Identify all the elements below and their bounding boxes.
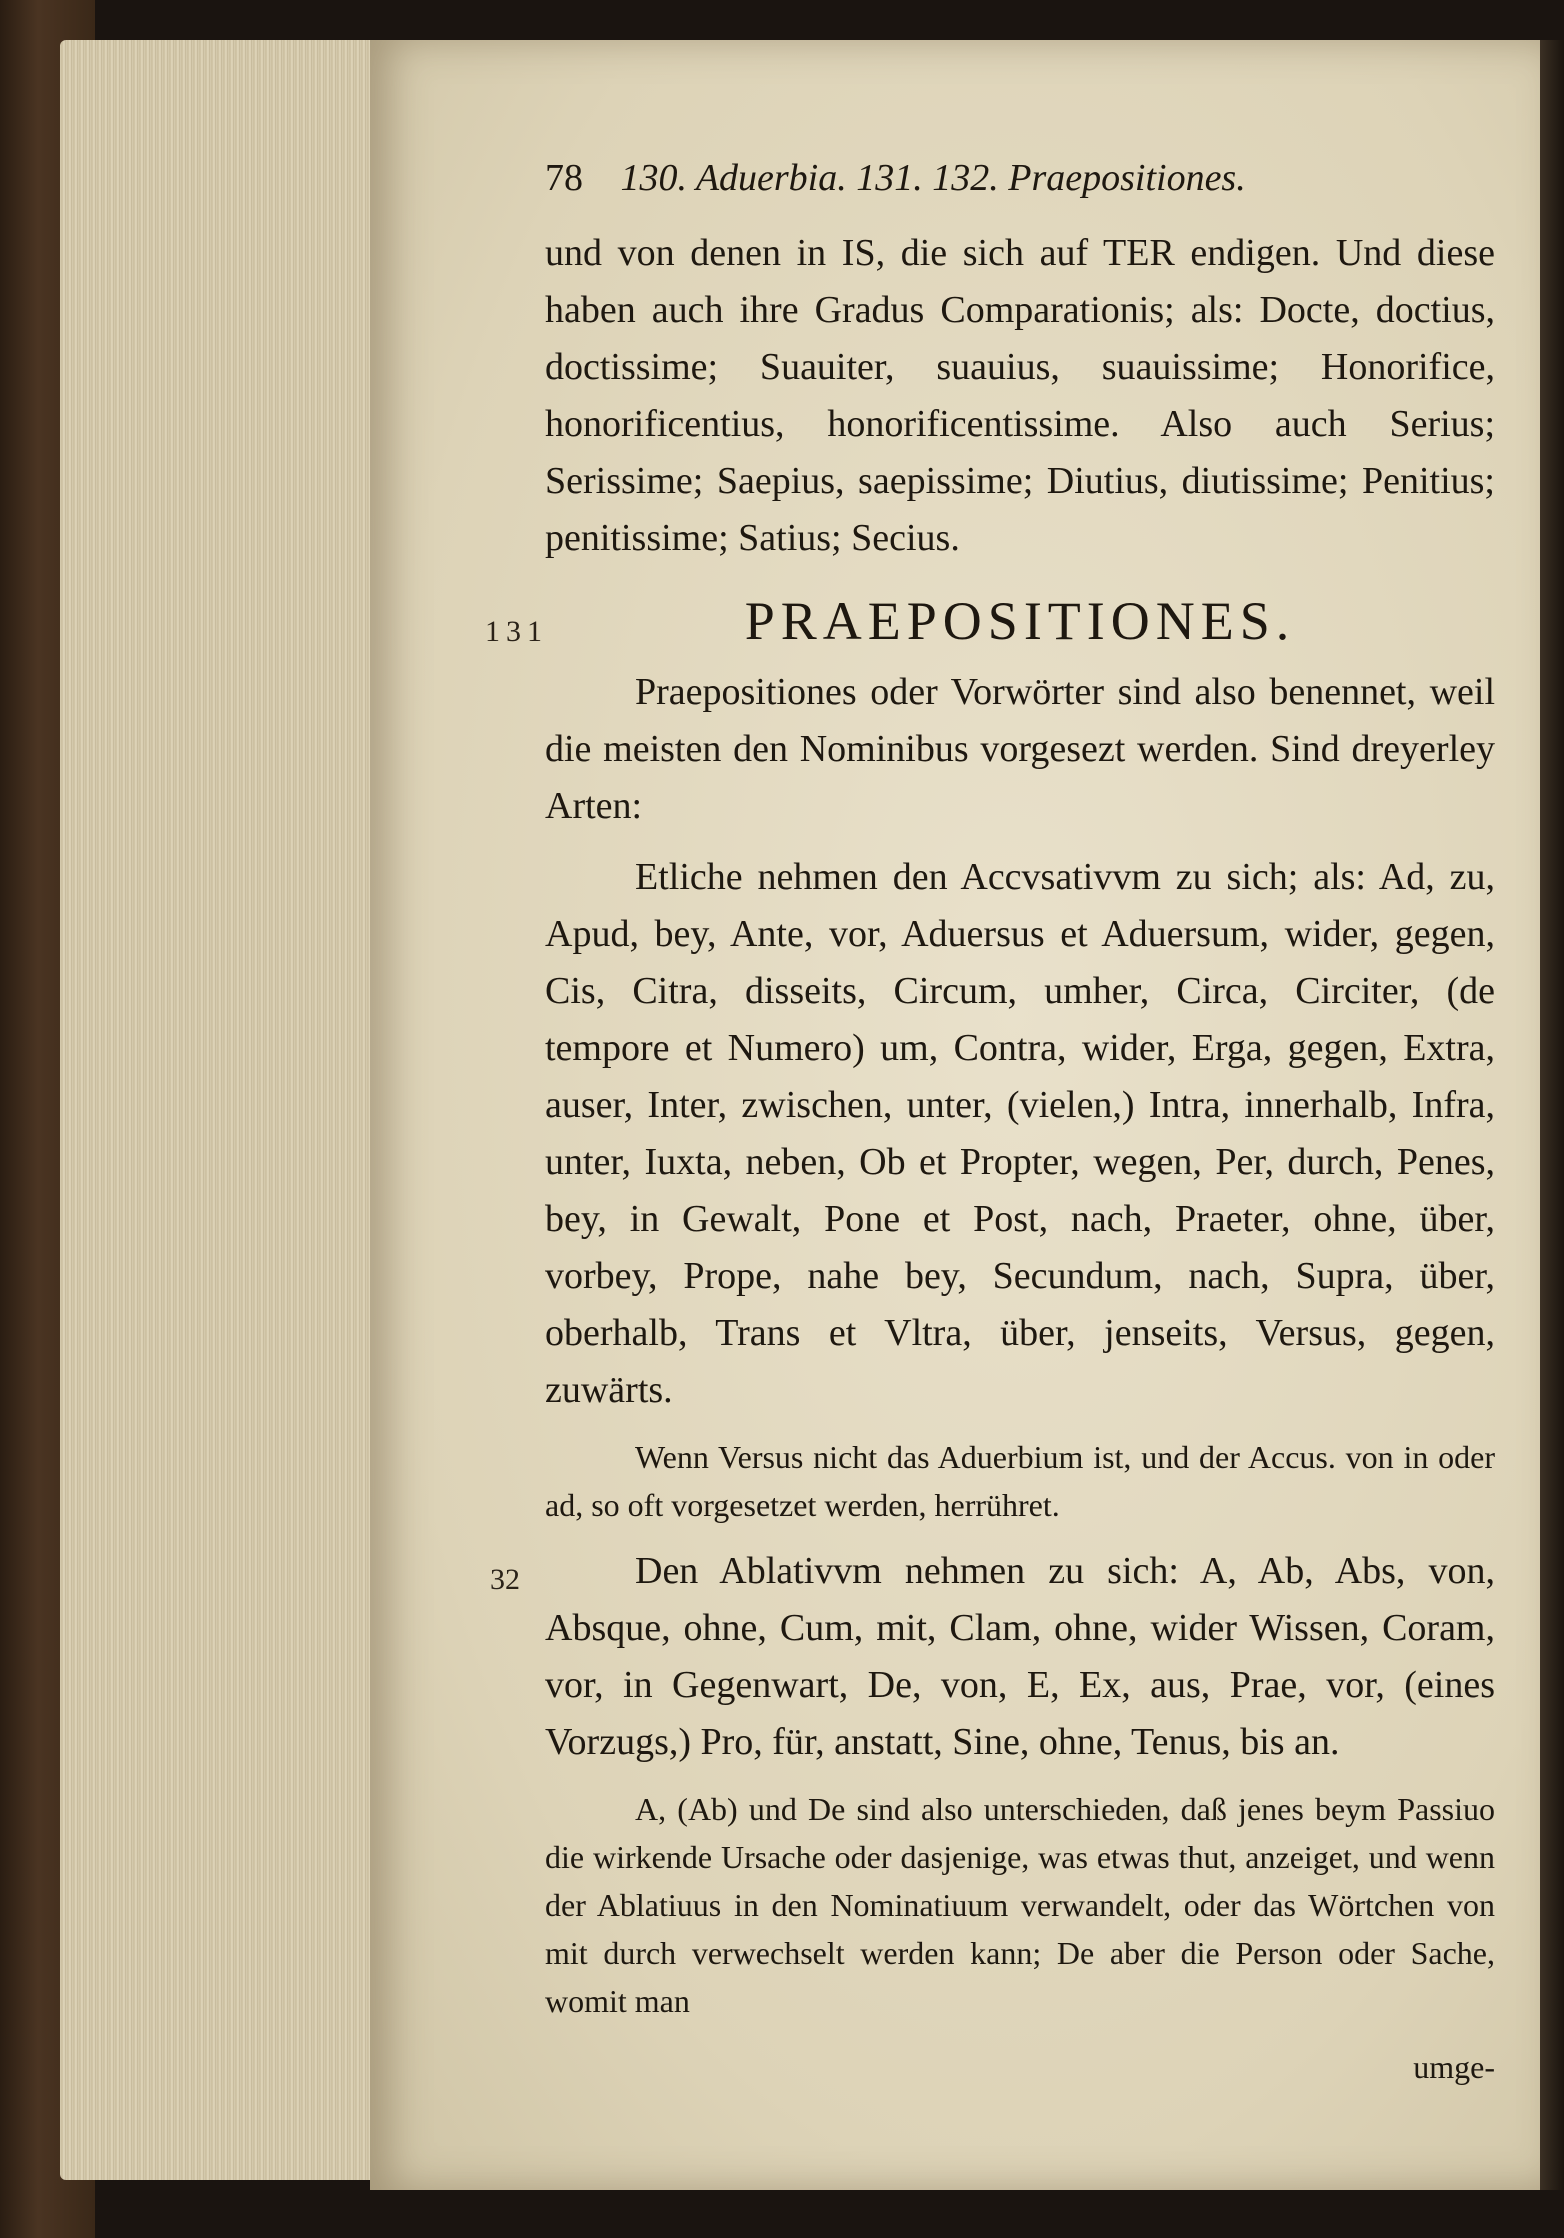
paragraph-ablative: Den Ablativvm nehmen zu sich: A, Ab, Abs, von, Absque, ohne, Cum, mit, Clam, ohne, wider Wissen, Coram, vor, in Gegenwart, De, von, E, Ex, aus, Prae, vor, (eines Vorzugs,) Pro, für, anstatt, Sine, ohne, Tenus, bis an. (545, 1550, 1495, 1763)
paragraph-a-ab-de: A, (Ab) und De sind also unterschieden, daß jenes beym Passiuo die wirkende Ursache oder dasjenige, was etwas thut, anzeiget, und wenn der Ablatiuus in den Nominatiuum verwandelt, oder das Wörtchen von mit durch verwechselt werden kann; De aber die Person oder Sache, womit man (545, 1791, 1495, 2019)
page-edges (60, 40, 380, 2180)
facing-page-edge (1540, 40, 1564, 2190)
margin-number-131: 131 (485, 615, 548, 648)
paragraph-accusative: Etliche nehmen den Accvsativvm zu sich; als: Ad, zu, Apud, bey, Ante, vor, Aduersus et Aduersum, wider, gegen, Cis, Citra, disseits, Circum, umher, Circa, Circiter, (de tempore et Numero) um, Contra, wider, Erga, gegen, Extra, auser, Inter, zwischen, unter, (vielen,) Intra, innerhalb, Infra, unter, Iuxta, neben, Ob et Propter, wegen, Per, durch, Penes, bey, in Gewalt, Pone et Post, nach, Praeter, ohne, über, vorbey, Prope, nahe bey, Secundum, nach, Supra, über, oberhalb, Trans et Vltra, über, jenseits, Versus, gegen, zuwärts. (545, 856, 1495, 1411)
section-heading (485, 591, 1495, 651)
ablative-block (490, 1543, 1495, 1771)
margin-number-132: 32 (490, 1563, 520, 1596)
paragraph-versus-note: Wenn Versus nicht das Aduerbium ist, und der Accus. von in oder ad, so oft vorgesetzet werden, herrühret. (545, 1439, 1495, 1523)
heading-text: PRAEPOSITIONES. (744, 591, 1296, 651)
running-title: 130. Aduerbia. 131. 132. Praepositiones. (620, 157, 1246, 199)
paragraph-intro: Praepositiones oder Vorwörter sind also benennet, weil die meisten den Nominibus vorgesezt werden. Sind dreyerley Arten: (545, 671, 1495, 827)
running-header (545, 150, 1495, 207)
page-text (485, 150, 1495, 2096)
page-number: 78 (545, 157, 583, 199)
paragraph-adverbs: und von denen in IS, die sich auf TER endigen. Und diese haben auch ihre Gradus Comparationis; als: Docte, doctius, doctissime; Suauiter, suauius, suauissime; Honorifice, honorificentius, honorificentissime. Also auch Serius; Serissime; Saepius, saepissime; Diutius, diutissime; Penitius; penitissime; Satius; Secius. (545, 232, 1495, 559)
catchword: umge- (1413, 2049, 1495, 2085)
